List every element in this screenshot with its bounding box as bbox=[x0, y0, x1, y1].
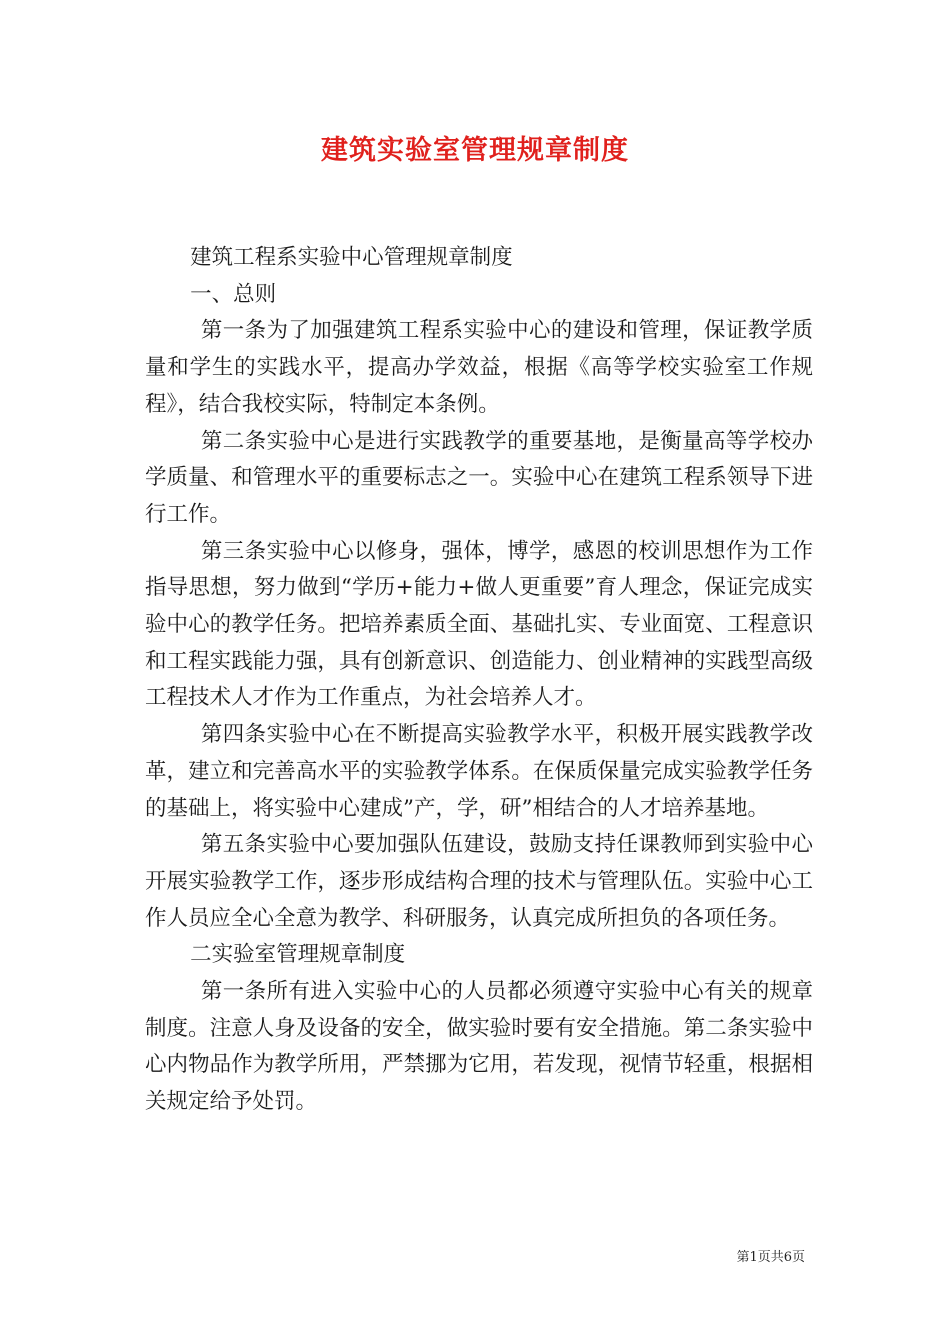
article-paragraph: 第三条实验中心以修身，强体，博学，感恩的校训思想作为工作指导思想，努力做到“学历+能力+做人更重要”育人理念，保证完成实验中心的教学任务。把培养素质全面、基础扎实、专业面宽、工程意识和工程实践能力强，具有创新意识、创造能力、创业精神的实践型高级工程技术人才作为工作重点，为社会培养人才。 bbox=[145, 538, 813, 711]
section-heading-rules: 二实验室管理规章制度 bbox=[190, 942, 406, 968]
article-paragraph: 第一条所有进入实验中心的人员都必须遵守实验中心有关的规章制度。注意人身及设备的安全，做实验时要有安全措施。第二条实验中心内物品作为教学所用，严禁挪为它用，若发现，视情节轻重，根据相关规定给予处罚。 bbox=[145, 979, 813, 1115]
article-paragraph: 第一条为了加强建筑工程系实验中心的建设和管理，保证教学质量和学生的实践水平，提高办学效益，根据《高等学校实验室工作规程》，结合我校实际，特制定本条例。 bbox=[145, 318, 813, 417]
subtitle-paragraph: 建筑工程系实验中心管理规章制度 bbox=[190, 245, 513, 270]
article-paragraph: 第五条实验中心要加强队伍建设，鼓励支持任课教师到实验中心开展实验教学工作，逐步形成结构合理的技术与管理队伍。实验中心工作人员应全心全意为教学、科研服务，认真完成所担负的各项任务。 bbox=[145, 832, 813, 931]
document-title: 建筑实验室管理规章制度 bbox=[321, 135, 629, 166]
document-body bbox=[145, 240, 813, 1121]
page-number: 第1页共6页 bbox=[736, 1250, 805, 1265]
section-heading-general: 一、总则 bbox=[190, 281, 277, 307]
article-paragraph: 第四条实验中心在不断提高实验教学水平，积极开展实践教学改革，建立和完善高水平的实验教学体系。在保质保量完成实验教学任务的基础上，将实验中心建成”产，学，研”相结合的人才培养基地。 bbox=[145, 722, 813, 821]
article-paragraph: 第二条实验中心是进行实践教学的重要基地，是衡量高等学校办学质量、和管理水平的重要标志之一。实验中心在建筑工程系领导下进行工作。 bbox=[145, 428, 813, 527]
